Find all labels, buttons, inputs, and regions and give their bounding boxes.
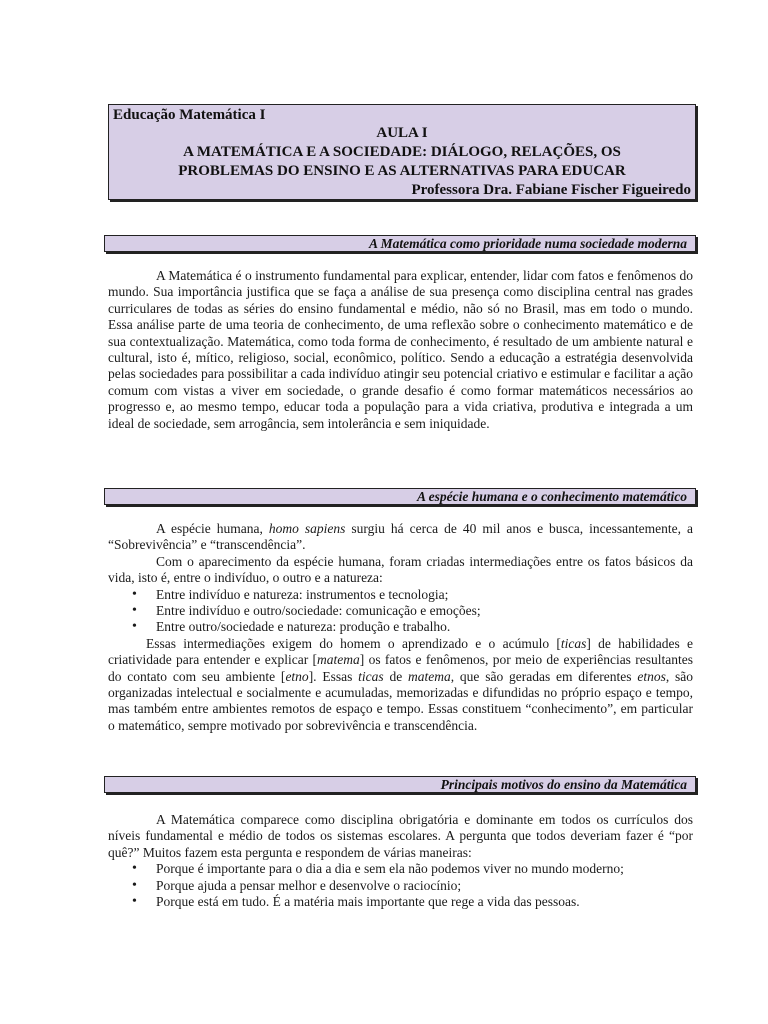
list-item: • Porque está em tudo. É a matéria mais importante que rege a vida das pessoas.	[108, 894, 693, 910]
course-name: Educação Matemática I	[113, 107, 266, 123]
author-name: Professora Dra. Fabiane Fischer Figueiredo	[411, 182, 691, 198]
list-item: • Porque é importante para o dia a dia e sem ela não podemos viver no mundo moderno;	[108, 861, 693, 877]
section-2-body	[108, 521, 693, 734]
list-item: • Entre indivíduo e natureza: instrumentos e tecnologia;	[108, 587, 693, 603]
paragraph: A Matemática é o instrumento fundamental para explicar, entender, lidar com fatos e fenômenos do mundo. Sua importância justifica que se faça a análise de sua presença como disciplina central nas grades curriculares de todas as séries do ensino fundamental e médio, não só no Brasil, mas em todo o mundo. Essa análise parte de uma teoria de conhecimento, de uma reflexão sobre o conhecimento matemático e de sua contextualização. Matemática, como toda forma de conhecimento, é resultado de um ambiente natural e cultural, isto é, mítico, religioso, social, econômico, político. Sendo a educação a estratégia desenvolvida pelas sociedades para possibilitar a cada indivíduo atingir seu potencial criativo e estimular e facilitar a ação comum com vistas a viver em sociedade, o grande desafio é como formar matemáticos necessários ao progresso e, ao mesmo tempo, educar toda a população para a vida criativa, produtiva e integrada a um ideal de sociedade, sem arrogância, sem intolerância e sem iniquidade.	[108, 268, 693, 431]
paragraph: A espécie humana, homo sapiens surgiu há cerca de 40 mil anos e busca, incessantemente, a “Sobrevivência” e “transcendência”.	[108, 521, 694, 553]
paragraph: A Matemática comparece como disciplina obrigatória e dominante em todos os currículos dos níveis fundamental e médio de todos os sistemas escolares. A pergunta que todos deveriam fazer é “por quê?” Muitos fazem esta pergunta e respondem de várias maneiras:	[108, 812, 693, 860]
section-heading-3: Principais motivos do ensino da Matemática	[104, 776, 696, 793]
section-1-body	[108, 268, 693, 432]
lesson-number: AULA I	[376, 125, 428, 141]
title-block	[108, 104, 696, 200]
lesson-title-line-2: PROBLEMAS DO ENSINO E AS ALTERNATIVAS PARA EDUCAR	[178, 163, 626, 179]
bullet-list	[108, 587, 693, 636]
lesson-title-line-1: A MATEMÁTICA E A SOCIEDADE: DIÁLOGO, RELAÇÕES, OS	[183, 144, 621, 160]
bullet-list	[108, 861, 693, 910]
paragraph: Essas intermediações exigem do homem o aprendizado e o acúmulo [ticas] de habilidades e criatividade para entender e explicar [matema] os fatos e fenômenos, por meio de experiências resultantes do contato com seu ambiente [etno]. Essas ticas de matema, que são geradas em diferentes etnos, são organizadas intelectual e socialmente e acumuladas, memorizadas e difundidas no próprio espaço e tempo, mas também entre ambientes remotos de espaço e tempo. Essas constituem “conhecimento”, em particular o matemático, sempre motivado por sobrevivência e transcendência.	[108, 635, 693, 733]
section-3-body	[108, 812, 693, 910]
paragraph: Com o aparecimento da espécie humana, foram criadas intermediações entre os fatos básicos da vida, isto é, entre o indivíduo, o outro e a natureza:	[108, 553, 693, 586]
list-item: • Entre indivíduo e outro/sociedade: comunicação e emoções;	[108, 603, 693, 619]
list-item: • Porque ajuda a pensar melhor e desenvolve o raciocínio;	[108, 878, 693, 894]
section-heading-1: A Matemática como prioridade numa sociedade moderna	[104, 235, 696, 252]
list-item: • Entre outro/sociedade e natureza: produção e trabalho.	[108, 619, 693, 635]
section-heading-2: A espécie humana e o conhecimento matemático	[104, 488, 696, 505]
